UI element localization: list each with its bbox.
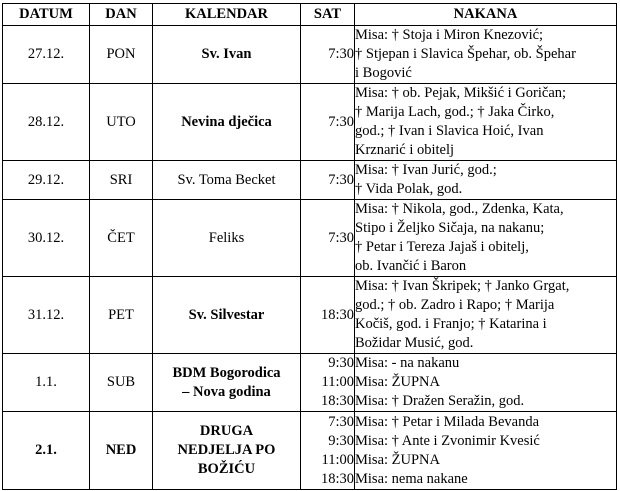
intention-cell <box>355 84 617 161</box>
intention-line: Misa: † ob. Pejak, Mikšić i Goričan; <box>355 85 567 101</box>
time-cell <box>301 412 355 490</box>
header-sat: SAT <box>301 4 355 26</box>
time-value: 18:30 <box>320 393 354 409</box>
time-value: 11:00 <box>321 374 354 390</box>
intention-cell <box>355 277 617 354</box>
time-value: 9:30 <box>328 432 354 449</box>
table-row <box>3 412 617 490</box>
time-cell <box>301 26 355 84</box>
intention-line: Misa: † Dražen Seražin, god. <box>355 393 525 409</box>
calendar-line: – Nova godina <box>182 383 271 400</box>
calendar-line: DRUGA <box>199 423 254 439</box>
intention-line: Misa: † Ivan Jurić, god.; <box>355 162 497 178</box>
time-value: 7:30 <box>328 229 354 246</box>
header-dan: DAN <box>90 4 153 26</box>
intention-line: Misa: † Ante i Zvonimir Kvesić <box>355 432 540 449</box>
date-cell: 2.1. <box>3 412 90 490</box>
header-datum: DATUM <box>3 4 90 26</box>
calendar-cell: Sv. Ivan <box>153 26 301 84</box>
time-cell <box>301 84 355 161</box>
date-cell: 27.12. <box>3 26 90 84</box>
day-cell: PET <box>90 277 153 354</box>
intention-line: Misa: - na nakanu <box>355 355 460 371</box>
calendar-cell <box>153 412 301 490</box>
intention-line: Kočiš, god. i Franjo; † Katarina i <box>355 316 547 332</box>
intention-line: † Petar i Tereza Jajaš i obitelj, <box>355 239 529 255</box>
intention-line: † Vida Polak, god. <box>355 181 463 197</box>
table-row <box>3 200 617 277</box>
time-cell <box>301 200 355 277</box>
intention-line: Misa: † Nikola, god., Zdenka, Kata, <box>355 201 564 217</box>
date-cell: 29.12. <box>3 161 90 200</box>
time-cell <box>301 277 355 354</box>
calendar-line: NEDJELJA PO <box>177 442 276 458</box>
intention-line: Misa: † Petar i Milada Bevanda <box>355 413 540 430</box>
intention-line: i Bogović <box>355 65 412 81</box>
day-cell: SUB <box>90 354 153 412</box>
time-value: 9:30 <box>328 355 354 371</box>
table-row <box>3 26 617 84</box>
time-value: 11:00 <box>321 451 354 468</box>
table-row <box>3 84 617 161</box>
day-cell: ČET <box>90 200 153 277</box>
calendar-line: BOŽIĆU <box>197 461 256 477</box>
day-cell: SRI <box>90 161 153 200</box>
time-value: 7:30 <box>328 171 354 188</box>
calendar-cell: Sv. Toma Becket <box>153 161 301 200</box>
intention-line: Misa: ŽUPNA <box>355 374 440 390</box>
day-cell: NED <box>90 412 153 490</box>
header-nakana: NAKANA <box>355 4 617 26</box>
intention-cell <box>355 412 617 490</box>
intention-line: god.; † Ivan i Slavica Hoić, Ivan <box>355 123 544 139</box>
intention-line: Misa: ŽUPNA <box>355 451 440 468</box>
intention-cell <box>355 200 617 277</box>
time-value: 7:30 <box>328 46 354 62</box>
calendar-cell: Nevina dječica <box>153 84 301 161</box>
header-kalendar: KALENDAR <box>153 4 301 26</box>
time-cell <box>301 354 355 412</box>
intention-line: Krznarić i obitelj <box>355 142 455 158</box>
calendar-cell: Sv. Silvestar <box>153 277 301 354</box>
intention-line: Misa: † Ivan Škripek; † Janko Grgat, <box>355 278 570 294</box>
date-cell: 1.1. <box>3 354 90 412</box>
calendar-line: BDM Bogorodica <box>172 364 281 381</box>
intention-line: Misa: nema nakane <box>355 470 468 487</box>
intention-line: god.; † ob. Zadro i Rapo; † Marija <box>355 297 555 313</box>
time-value: 18:30 <box>320 306 354 323</box>
table-row <box>3 277 617 354</box>
calendar-cell <box>153 354 301 412</box>
calendar-cell: Feliks <box>153 200 301 277</box>
date-cell: 28.12. <box>3 84 90 161</box>
intention-cell <box>355 354 617 412</box>
intention-line: † Stjepan i Slavica Špehar, ob. Špehar <box>355 46 576 62</box>
header-row <box>3 4 617 26</box>
time-value: 7:30 <box>328 413 354 430</box>
intention-line: † Marija Lach, god.; † Jaka Čirko, <box>355 104 555 120</box>
date-cell: 31.12. <box>3 277 90 354</box>
day-cell: UTO <box>90 84 153 161</box>
time-value: 18:30 <box>320 470 354 487</box>
intention-line: ob. Ivančić i Baron <box>355 258 467 274</box>
table-row <box>3 354 617 412</box>
time-cell <box>301 161 355 200</box>
table-row <box>3 161 617 200</box>
intention-line: Misa: † Stoja i Miron Knezović; <box>355 27 544 43</box>
intention-cell <box>355 161 617 200</box>
intention-line: Božidar Musić, god. <box>355 335 474 351</box>
mass-schedule-table <box>2 3 617 490</box>
intention-cell <box>355 26 617 84</box>
intention-line: Stipo i Željko Sičaja, na nakanu; <box>355 220 545 236</box>
time-value: 7:30 <box>328 113 354 130</box>
day-cell: PON <box>90 26 153 84</box>
date-cell: 30.12. <box>3 200 90 277</box>
